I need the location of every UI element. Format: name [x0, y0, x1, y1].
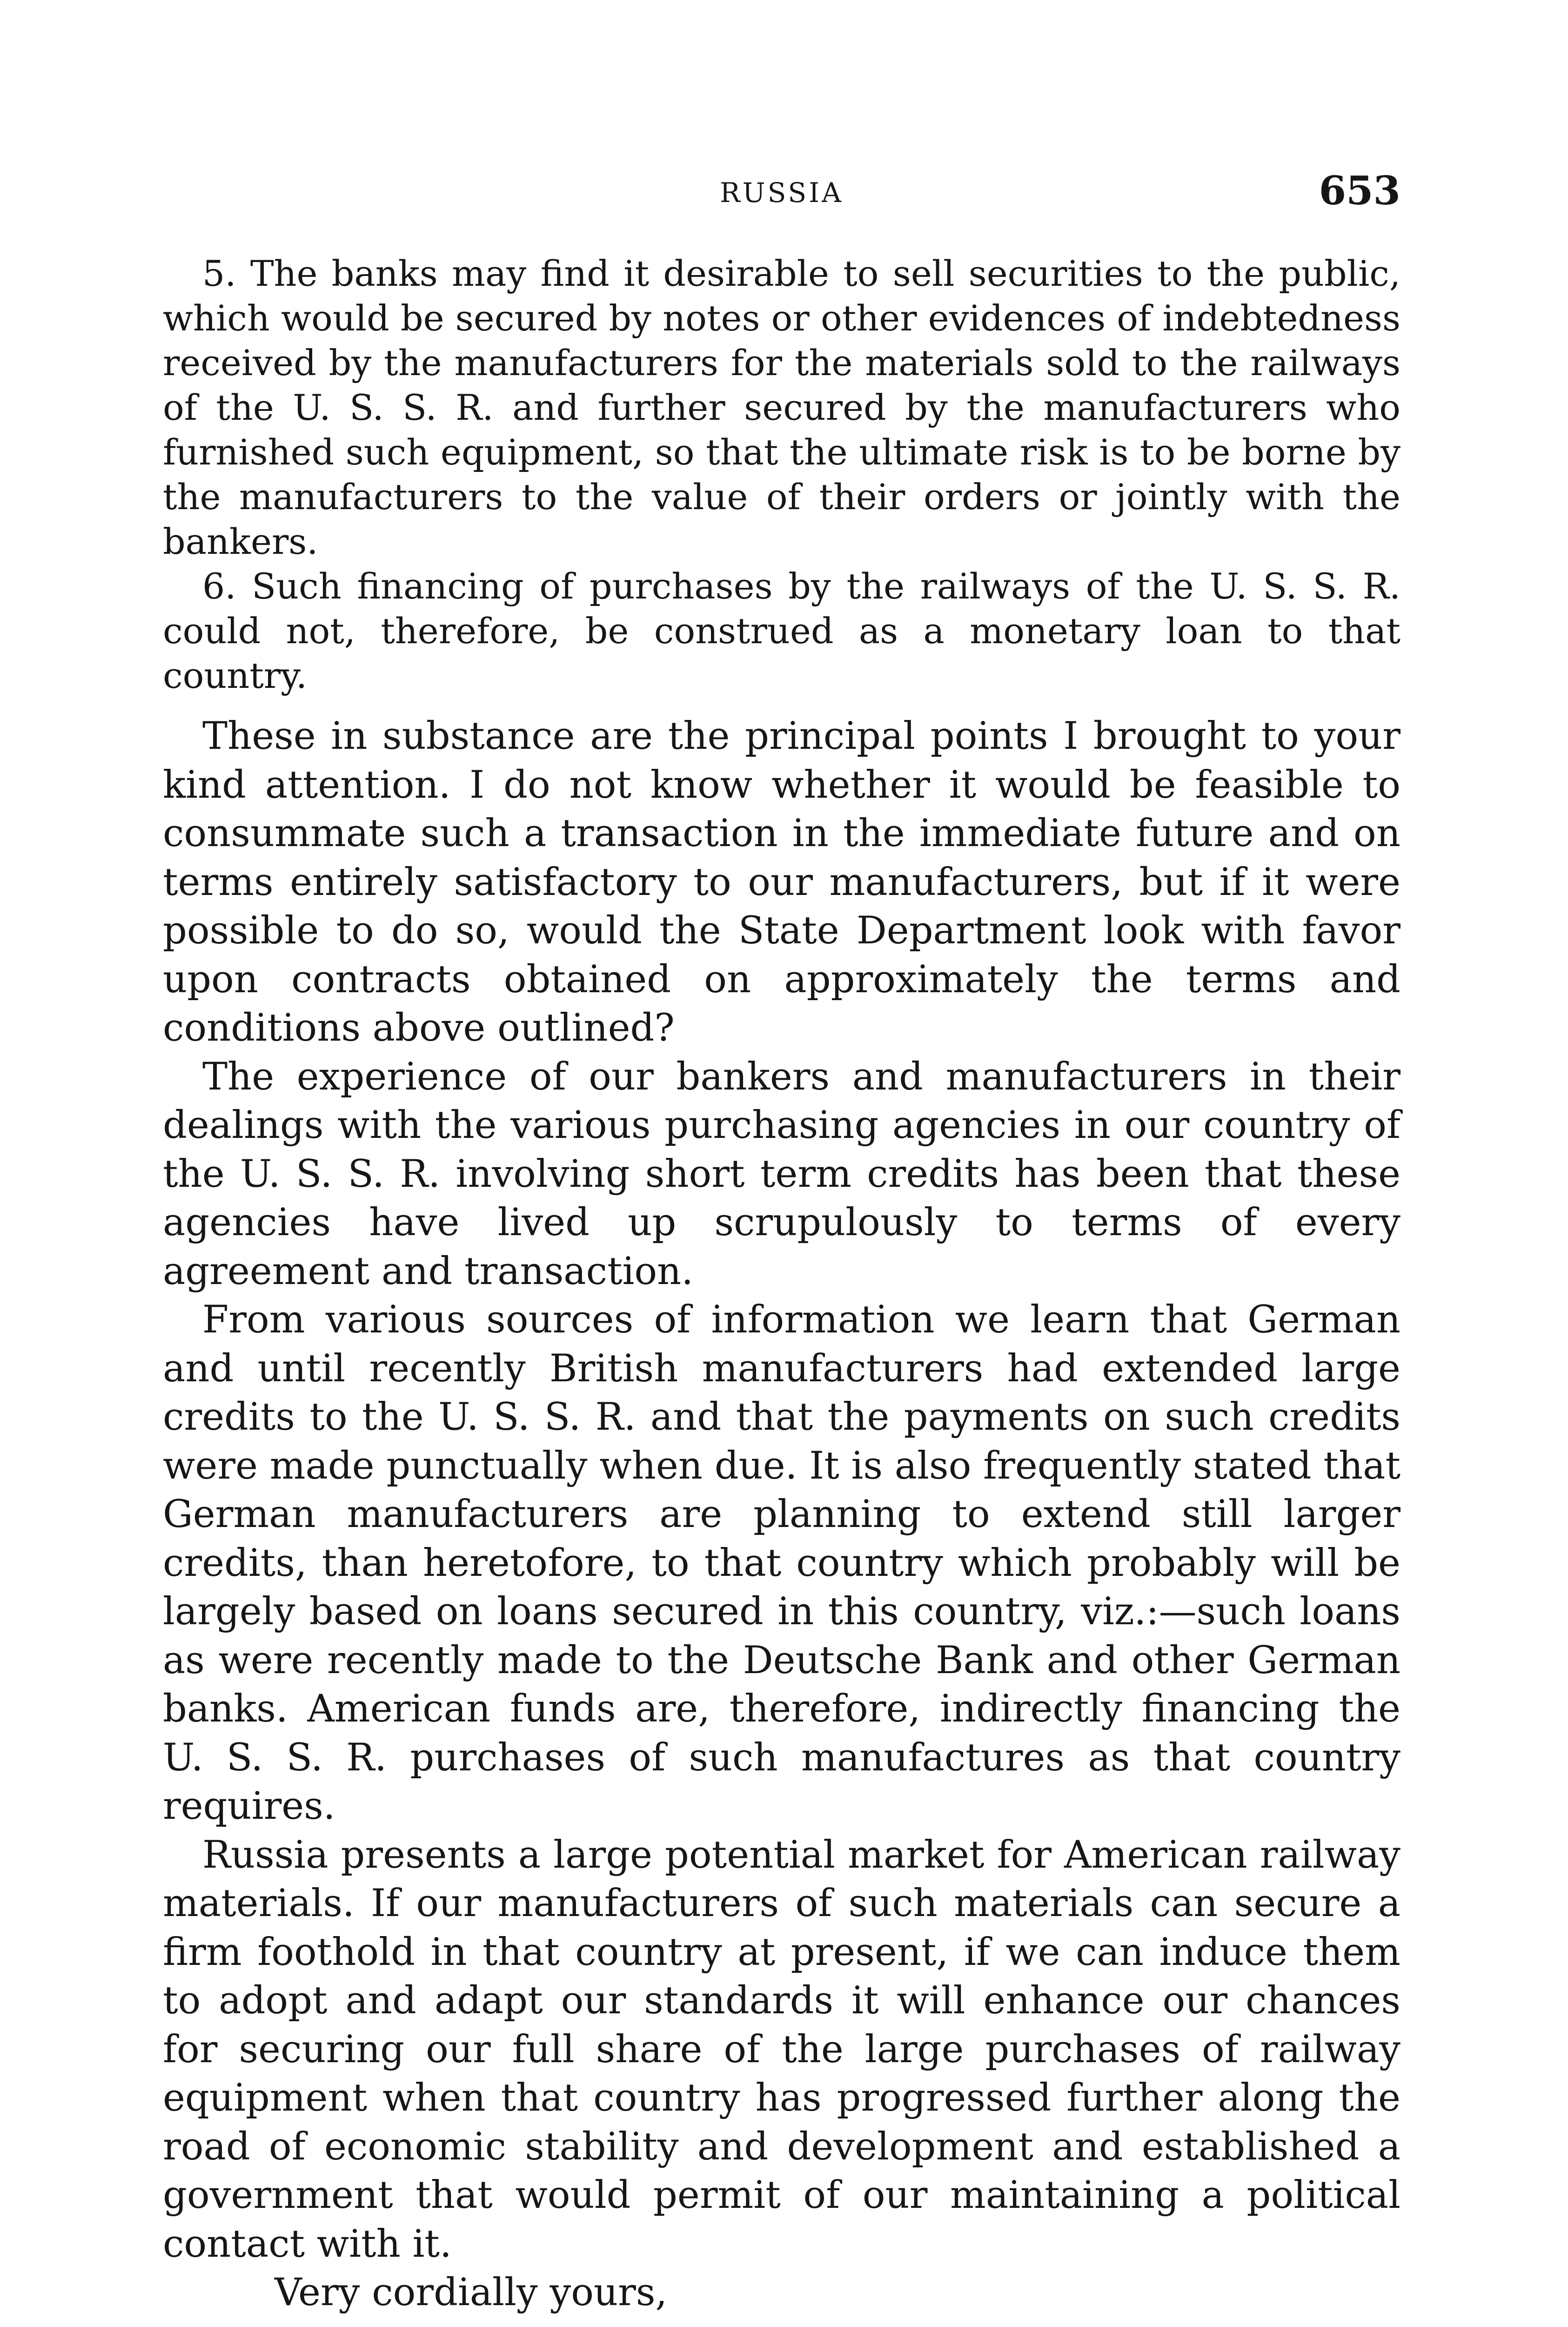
- page-header: [163, 168, 1400, 214]
- letter-closing: Very cordially yours,: [275, 2271, 668, 2314]
- paragraph-substance: These in substance are the principal points I brought to your kind attention. I do not know whether it would be feasible to consummate such a transaction in the immediate future and on terms entirely satisfactory to our manufacturers, but if it were possible to do so, would the State Department look with favor upon contracts obtained on approximately the terms and conditions above outlined?: [163, 714, 1400, 1050]
- page-body: [163, 251, 1400, 2327]
- paragraph-5: 5. The banks may find it desirable to sell securities to the public, which would be secured by notes or other evidences of indebtedness received by the manufacturers for the materials sold to the railways of the U. S. S. R. and further secured by the manufacturers who furnished such equipment, so that the ultimate risk is to be borne by the manufacturers to the value of their orders or jointly with the bankers.: [163, 253, 1400, 562]
- paragraph-sources: From various sources of information we learn that German and until recently British manufacturers had extended large credits to the U. S. S. R. and that the payments on such credits were made punctually when due. It is also frequently stated that German manufacturers are planning to extend still larger credits, than heretofore, to that country which probably will be largely based on loans secured in this country, viz.:—such loans as were recently made to the Deutsche Bank and other German banks. American funds are, therefore, indirectly financing the U. S. S. R. purchases of such manufactures as that country requires.: [163, 1298, 1400, 1828]
- page-number: 653: [1319, 168, 1400, 214]
- paragraph-experience: The experience of our bankers and manufacturers in their dealings with the various purchasing agencies in our country of the U. S. S. R. involving short term credits has been that these agencies have lived up scrupulously to terms of every agreement and transaction.: [163, 1055, 1400, 1293]
- paragraph-6: 6. Such financing of purchases by the railways of the U. S. S. R. could not, therefore, be construed as a monetary loan to that country.: [163, 565, 1400, 696]
- running-head: RUSSIA: [720, 177, 844, 208]
- letter-signature: [163, 2322, 1400, 2327]
- paragraph-russia-market: Russia presents a large potential market for American railway materials. If our manufacturers of such materials can secure a firm foothold in that country at present, if we can induce them to adopt and adapt our standards it will enhance our chances for securing our full share of the large purchases of railway equipment when that country has progressed further along the road of economic stability and development and established a government that would permit of our maintaining a political contact with it.: [163, 1833, 1400, 2266]
